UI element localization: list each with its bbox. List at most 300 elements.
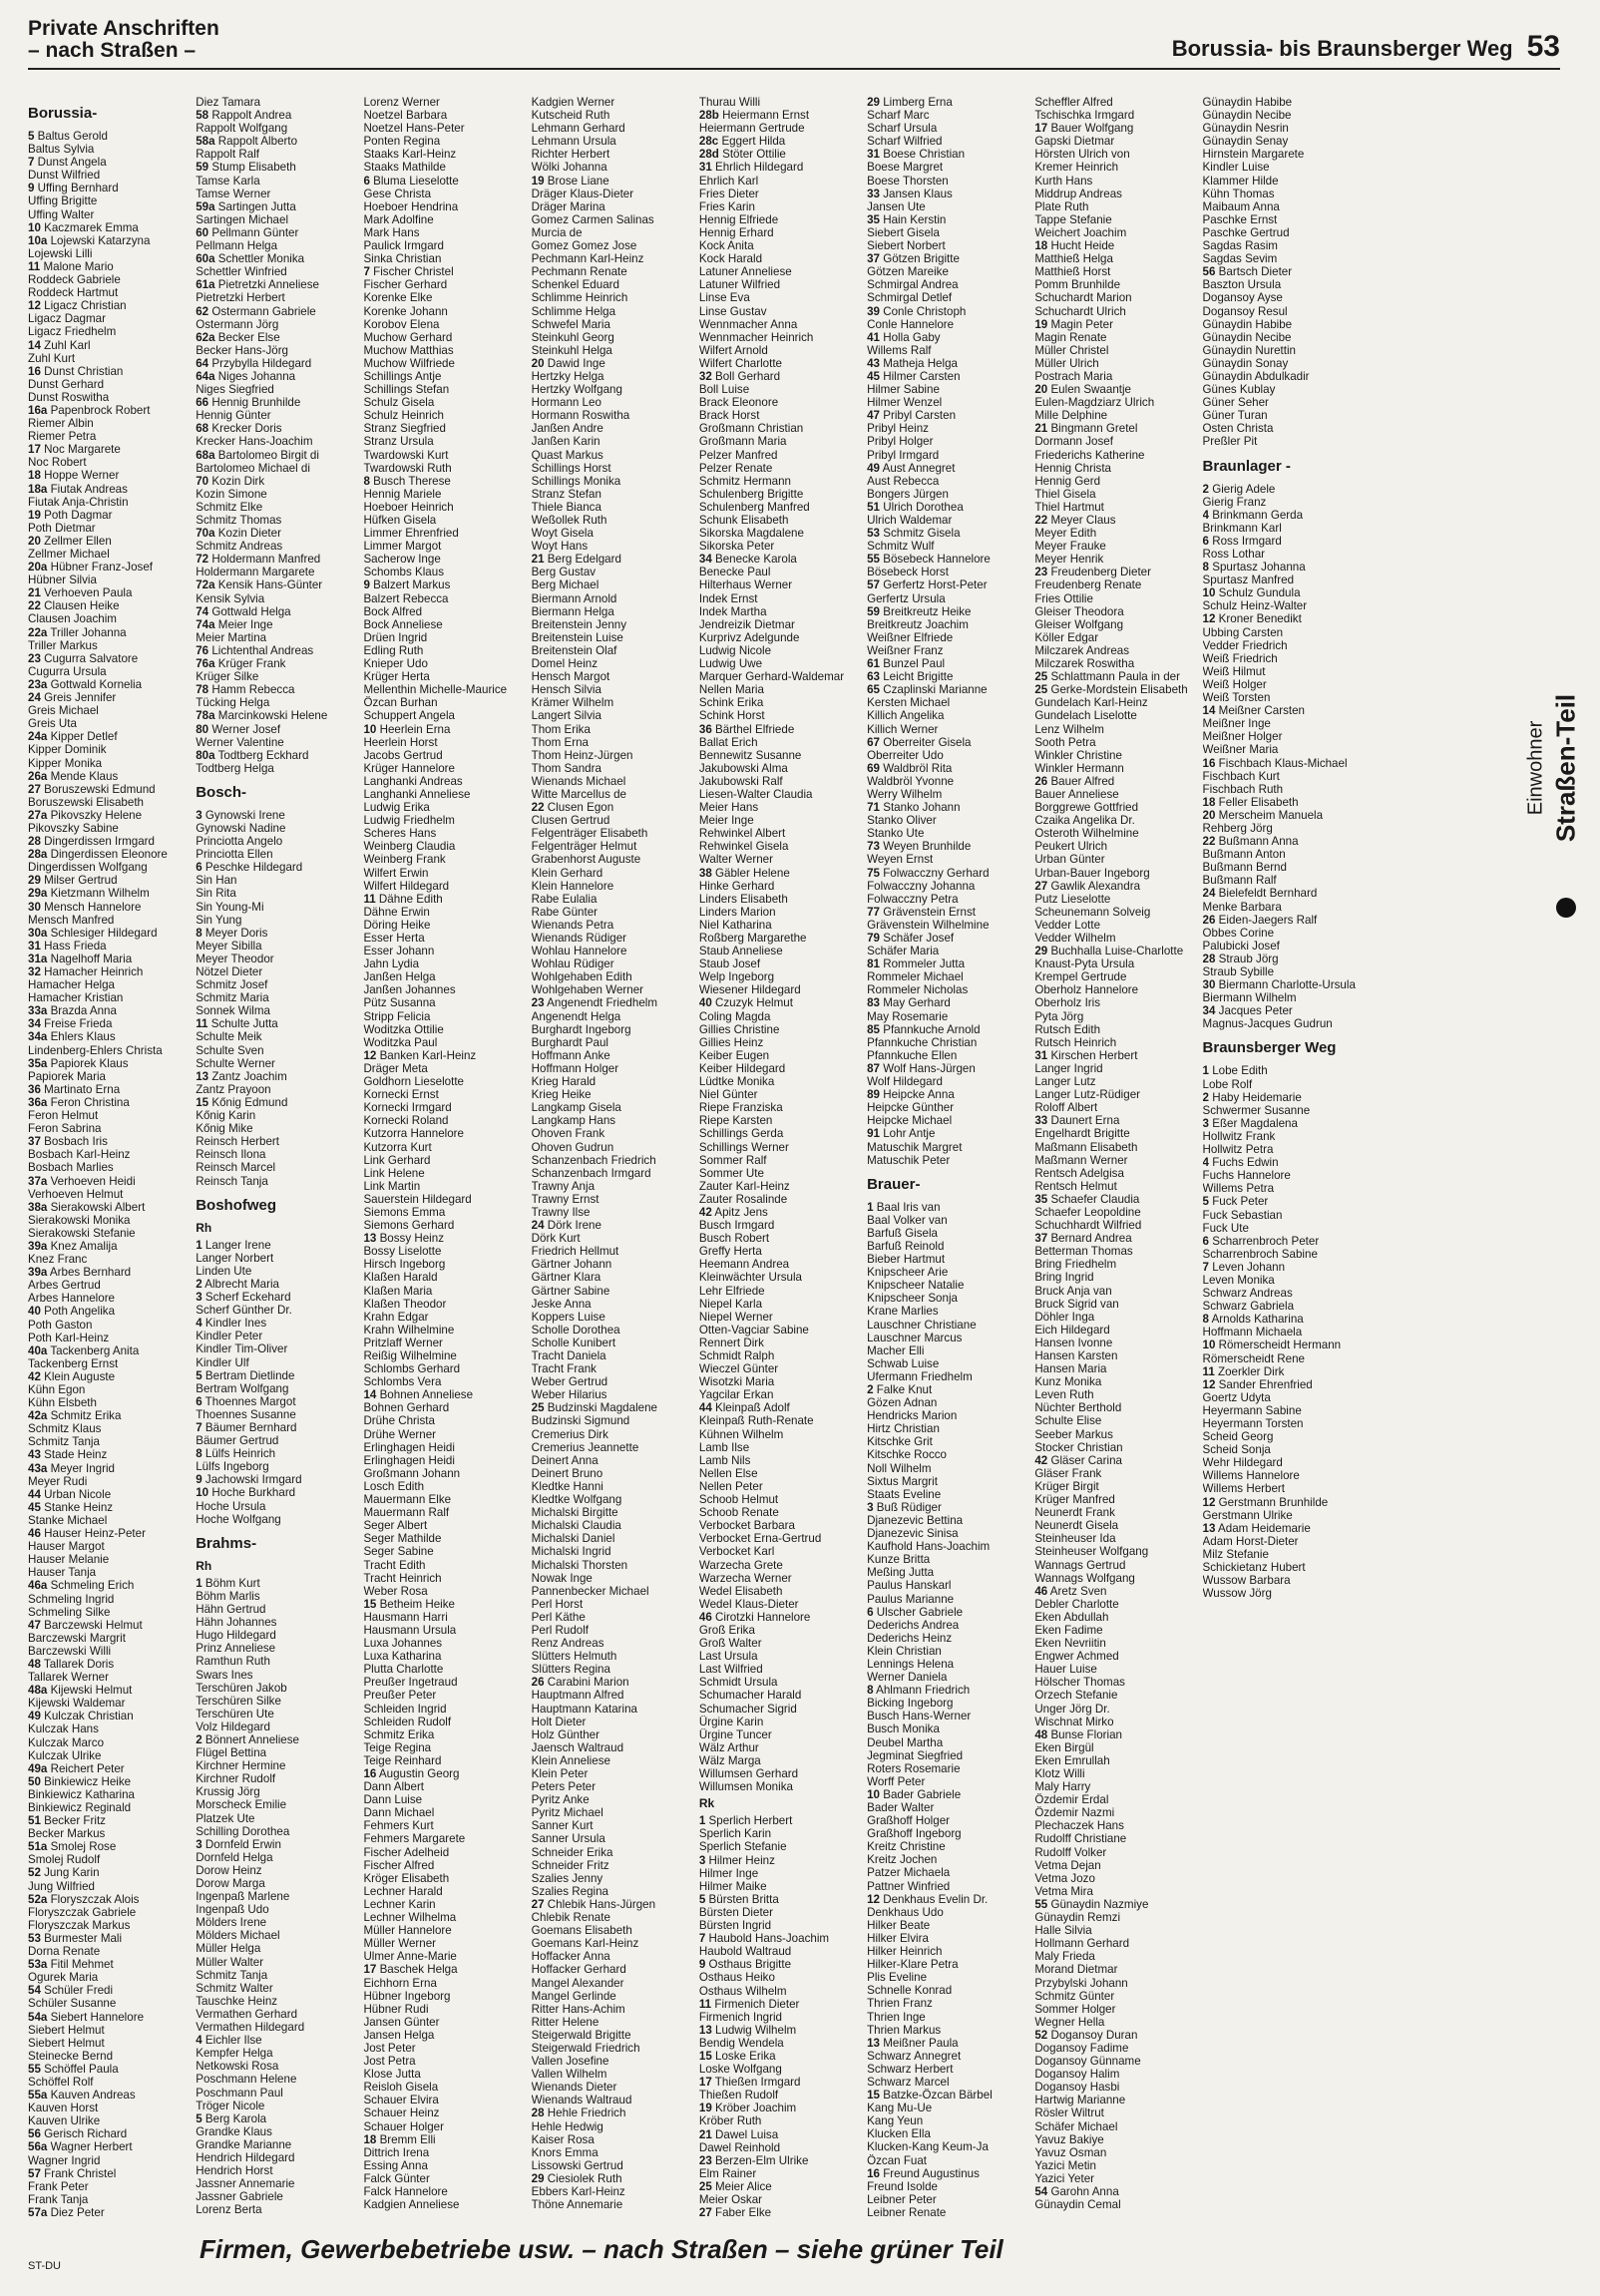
resident-entry: Dogansoy Resul [1202,304,1288,318]
resident-entry: Roddeck Hartmut [28,286,119,300]
resident-entry: Angenendt Helga [531,1009,621,1023]
resident-entry: 18 Hoppe Werner [28,469,120,483]
resident-entry: Weyen Ernst [867,853,934,867]
resident-entry: Boese Thorsten [867,174,949,188]
resident-entry: 23 Freudenberg Dieter [1034,566,1151,579]
resident-entry: Wussow Jörg [1202,1587,1272,1601]
resident-entry: 38 Gäbler Helene [698,866,790,880]
resident-entry: Teige Regina [363,1740,432,1754]
resident-entry: Pfannkuche Christian [867,1035,978,1049]
resident-entry: Fries Karin [698,199,755,213]
resident-entry: Lauschner Christiane [867,1318,977,1332]
house-number: 48 [1034,1727,1048,1741]
resident-entry: Peters Peter [531,1780,597,1794]
resident-entry: 46 Hauser Heinz-Peter [28,1527,146,1541]
house-number: 6 [1202,1234,1209,1248]
resident-entry: 36a Feron Christina [28,1095,130,1109]
resident-entry: Dittrich Irena [363,2145,430,2159]
house-number: 57 [867,578,880,592]
resident-entry: Sooth Petra [1034,735,1096,749]
street-heading: Brahms- [196,1534,257,1552]
resident-entry: 47 Pribyl Carsten [867,409,957,423]
heading-line-2: – nach Straßen – [28,39,197,62]
resident-entry: Hilmer Wenzel [867,396,943,410]
resident-entry: Schoob Renate [698,1506,779,1520]
resident-entry: Kulczak Marco [28,1735,105,1749]
resident-entry: 16 Fischbach Klaus-Michael [1202,756,1348,770]
resident-entry: 8 Ahlmann Friedrich [867,1684,971,1698]
house-number: 25 [531,1401,545,1415]
resident-entry: Folwacczny Johanna [867,879,976,893]
resident-entry: Weiß Hilmut [1202,664,1266,678]
resident-entry: Langer Lutz [1034,1075,1096,1089]
resident-entry: 55 Günaydin Nazmiye [1034,1897,1149,1911]
resident-entry: Woyt Hans [531,540,589,554]
side-tab-line-2: Straßen-Teil [1550,693,1581,843]
house-number: 25 [1034,670,1048,684]
resident-entry: 55 Bösebeck Hannelore [867,553,991,567]
house-number: 10 [867,1787,880,1801]
resident-entry: Müller Helga [196,1942,261,1956]
resident-entry: Peukert Ulrich [1034,840,1108,854]
resident-entry: 7 Bäumer Bernhard [196,1421,297,1434]
resident-entry: Zuhl Kurt [28,351,76,365]
house-number: 31 [698,161,712,175]
resident-entry: Sanner Kurt [531,1819,594,1833]
house-number: 57 [28,2166,41,2180]
resident-entry: Biermann Helga [531,604,614,618]
resident-entry: 17 Bauer Wolfgang [1034,122,1134,136]
resident-entry: Staats Eveline [867,1487,942,1501]
resident-entry: Groß Walter [698,1637,762,1651]
resident-entry: Flügel Bettina [196,1746,267,1760]
resident-entry: 67 Oberreiter Gisela [867,735,972,749]
resident-entry: Link Gerhard [363,1153,431,1167]
resident-entry: 37 Bosbach Iris [28,1135,108,1149]
resident-entry: Staaks Mathilde [363,161,446,175]
resident-entry: Stranz Siegfried [363,422,446,436]
resident-entry: Dormann Josef [1034,435,1113,449]
resident-entry: Weiß Torsten [1202,691,1271,705]
house-number: 2 [1202,1090,1209,1104]
resident-entry: Bosbach Marlies [28,1161,114,1175]
resident-entry: Hauser Tanja [28,1566,97,1580]
resident-entry: Sierakowski Monika [28,1213,131,1227]
resident-entry: Cremerius Jeannette [531,1440,639,1454]
resident-entry: Tracht Frank [531,1362,597,1376]
resident-entry: Niepel Werner [698,1310,773,1324]
resident-entry: Bauer Anneliese [1034,787,1119,801]
resident-entry: Mille Delphine [1034,409,1108,423]
house-number: 16a [28,403,48,417]
house-number: 59 [196,161,209,175]
resident-entry: Korenke Elke [363,291,433,305]
resident-entry: 6 Peschke Hildegard [196,861,303,875]
resident-entry: Schoob Helmut [698,1493,779,1507]
resident-entry: Rutsch Heinrich [1034,1035,1117,1049]
resident-entry: 10a Lojewski Katarzyna [28,233,151,247]
resident-entry: Stanko Oliver [867,814,937,828]
resident-entry: Kreitz Jochen [867,1853,938,1867]
resident-entry: Tücking Helga [196,696,270,710]
resident-entry: Milz Stefanie [1202,1547,1269,1561]
resident-entry: 7 Haubold Hans-Joachim [698,1932,830,1946]
house-number: 10 [1202,1339,1216,1352]
resident-entry: 20 Zellmer Ellen [28,534,112,548]
resident-entry: Maly Harry [1034,1780,1091,1794]
resident-entry: Milczarek Roswitha [1034,657,1135,671]
resident-entry: Warzecha Grete [698,1558,783,1572]
resident-entry: Kledtke Wolfgang [531,1493,622,1507]
house-number: 2 [1202,482,1209,496]
house-number: 10a [28,233,48,247]
resident-entry: Sauerstein Hildegard [363,1192,472,1206]
house-number: 45 [867,369,880,383]
resident-entry: Wienands Rüdiger [531,932,627,945]
house-number: 32 [28,965,41,978]
resident-entry: 15 Betheim Heike [363,1597,455,1611]
resident-entry: 51 Ulrich Dorothea [867,500,964,514]
resident-entry: Schillings Stefan [363,383,450,397]
resident-entry: Menke Barbara [1202,900,1282,914]
resident-entry: Fuchs Hannelore [1202,1169,1291,1183]
resident-entry: Reinsch Tanja [196,1174,268,1188]
resident-entry: Jansen Ute [867,199,926,213]
resident-entry: Schauer Elvira [363,2094,439,2107]
resident-entry: 25 Budzinski Magdalene [531,1401,657,1415]
resident-entry: Schwefel Maria [531,317,610,331]
resident-entry: Jeske Anna [531,1297,592,1311]
resident-entry: Erlinghagen Heidi [363,1440,455,1454]
resident-entry: 65 Czaplinski Marianne [867,683,988,697]
resident-entry: Meißner Holger [1202,730,1283,744]
resident-entry: Breitenstein Olaf [531,643,617,657]
resident-entry: Klaßen Maria [363,1284,433,1298]
resident-entry: Maibaum Anna [1202,199,1280,213]
house-number: 44 [698,1401,712,1415]
resident-entry: Stranz Stefan [531,487,601,501]
resident-entry: 54 Garohn Anna [1034,2185,1119,2198]
resident-entry: 61a Pietretzki Anneliese [196,278,319,292]
resident-entry: Scholle Dorothea [531,1323,620,1337]
house-number: 17 [1034,122,1048,136]
resident-entry: Sonnek Wilma [196,1004,270,1018]
resident-entry: Ingenpaß Udo [196,1903,269,1917]
resident-entry: Heipcke Michael [867,1114,953,1128]
resident-entry: Müller Ulrich [1034,356,1099,370]
resident-entry: Busch Monika [867,1722,940,1736]
resident-entry: Wohlgehaben Edith [531,970,632,984]
resident-entry: Luxa Katharina [363,1650,442,1664]
resident-entry: Reißig Wilhelmine [363,1349,457,1362]
resident-entry: Lehmann Gerhard [531,122,625,136]
resident-entry: Bongers Jürgen [867,487,949,501]
house-number: 40 [28,1305,41,1319]
resident-entry: Jansen Helga [363,2028,435,2042]
resident-entry: Schauer Holger [363,2119,444,2133]
resident-entry: Engwer Achmed [1034,1650,1119,1664]
resident-entry: Hähn Johannes [196,1616,277,1630]
resident-entry: 1 Baal Iris van [867,1200,941,1214]
resident-entry: Netkowski Rosa [196,2060,279,2074]
resident-entry: Vallen Josefine [531,2055,609,2069]
resident-entry: Pütz Susanna [363,996,436,1010]
resident-entry: Meyer Rudi [28,1474,88,1488]
house-number: 55 [1034,1897,1048,1911]
resident-entry: Eich Hildegard [1034,1323,1110,1337]
resident-entry: 17 Noc Margarete [28,443,121,457]
resident-entry: Diez Tamara [196,96,261,109]
resident-entry: 13 Zantz Joachim [196,1069,287,1083]
resident-entry: Fischer Adelheid [363,1845,450,1859]
resident-entry: 78 Hamm Rebecca [196,683,295,697]
resident-entry: Wälz Marga [698,1753,761,1767]
house-number: 5 [196,2111,202,2125]
resident-entry: Bieber Hartmut [867,1253,946,1267]
resident-entry: 19 Magin Peter [1034,317,1113,331]
resident-entry: Thrien Markus [867,2023,942,2037]
house-number: 15 [698,2049,712,2063]
resident-entry: 12 Kroner Benedikt [1202,612,1302,626]
house-number: 71 [867,801,880,815]
resident-entry: Chlebik Renate [531,1911,610,1925]
resident-entry: Ubbing Carsten [1202,625,1284,639]
resident-entry: 28c Eggert Hilda [698,135,786,149]
house-number: 27 [698,2206,712,2220]
resident-entry: 64 Przybylla Hildegard [196,356,312,370]
resident-entry: Tracht Heinrich [363,1571,442,1585]
resident-entry: 53a Fitil Mehmet [28,1958,114,1972]
resident-entry: 15 Kőnig Edmund [196,1095,288,1109]
resident-entry: Rennert Dirk [698,1336,764,1349]
resident-entry: 79 Schäfer Josef [867,932,955,945]
resident-entry: Staaks Karl-Heinz [363,148,457,162]
resident-entry: Schulenberg Manfred [698,500,810,514]
resident-entry: Ohoven Gudrun [531,1140,614,1154]
resident-entry: Schüler Susanne [28,1997,117,2011]
resident-entry: Schlombs Gerhard [363,1362,461,1376]
resident-entry: Jansen Günter [363,2015,440,2029]
resident-entry: Burghardt Paul [531,1035,608,1049]
resident-entry: 46 Cirotzki Hannelore [698,1610,811,1624]
resident-entry: Sperlich Karin [698,1827,772,1841]
resident-entry: Bock Alfred [363,604,423,618]
resident-entry: Poth Gaston [28,1318,93,1332]
resident-entry: Ponten Regina [363,135,441,149]
resident-entry: 24 Bielefeldt Bernhard [1202,887,1318,901]
house-number: 29a [28,887,48,901]
resident-entry: Wagner Ingrid [28,2153,101,2167]
resident-entry: 3 Eßer Magdalena [1202,1116,1298,1130]
resident-entry: Weichert Joachim [1034,225,1127,239]
house-number: 37 [867,252,880,266]
resident-entry: Weber Gertrud [531,1375,608,1389]
resident-entry: 28 Straub Jörg [1202,952,1279,965]
house-number: 17 [698,2076,712,2090]
house-number: 25 [698,2179,712,2193]
resident-entry: Weißner Franz [867,643,944,657]
house-number: 26a [28,769,48,783]
house-number: 58 [196,109,209,123]
resident-entry: Vedder Lotte [1034,918,1101,932]
resident-entry: Bicking Ingeborg [867,1697,954,1711]
resident-entry: 57 Gerfertz Horst-Peter [867,578,988,592]
resident-entry: Hennig Christa [1034,461,1111,475]
resident-entry: Dorna Renate [28,1945,101,1959]
resident-entry: Günaydin Sonay [1202,356,1289,370]
resident-entry: Meyer Sibilla [196,939,262,953]
resident-entry: Großmann Johann [363,1466,461,1480]
resident-entry: 20 Merscheim Manuela [1202,808,1324,822]
resident-entry: Vermathen Hildegard [196,2021,305,2035]
resident-entry: 34a Ehlers Klaus [28,1030,116,1044]
house-number: 10 [363,722,377,736]
resident-entry: Schauer Heinz [363,2106,440,2120]
resident-entry: Günaydin Remzi [1034,1911,1121,1925]
resident-entry: Weinberg Claudia [363,840,456,854]
resident-entry: Meyer Frauke [1034,540,1106,554]
resident-entry: Niel Günter [698,1088,758,1102]
house-number: 22 [1202,835,1216,849]
resident-entry: Klammer Hilde [1202,174,1279,188]
resident-entry: Bußmann Ralf [1202,874,1277,888]
resident-entry: Wohlau Rüdiger [531,957,614,971]
heading-line-1: Private Anschriften [28,17,219,40]
resident-entry: Reinsch Marcel [196,1161,276,1175]
resident-entry: Schneider Fritz [531,1858,609,1872]
resident-entry: Slütters Regina [531,1663,610,1677]
resident-entry: Staub Josef [698,957,761,971]
house-number: 39a [28,1239,48,1253]
resident-entry: Knaust-Pyta Ursula [1034,957,1135,971]
resident-entry: Fischbach Kurt [1202,769,1280,783]
resident-entry: Rudolff Christiane [1034,1832,1127,1846]
resident-entry: Thrien Franz [867,1997,933,2011]
resident-entry: 55 Schöffel Paula [28,2062,119,2076]
resident-entry: 53 Schmitz Gisela [867,527,961,541]
resident-entry: Gärtner Johann [531,1258,612,1272]
house-number: 13 [867,2036,880,2050]
resident-entry: Großmann Christian [698,422,804,436]
house-number: 59 [867,604,880,618]
resident-entry: Vetma Jozo [1034,1871,1095,1885]
house-number: 48a [28,1684,48,1698]
resident-entry: Schmitz Günter [1034,1989,1115,2003]
resident-entry: Jassner Gabriele [196,2190,283,2204]
house-number: 48 [28,1657,41,1671]
resident-entry: Ludwig Erika [363,801,430,815]
resident-entry: Gärtner Sabine [531,1284,610,1298]
resident-entry: Schettler Winfried [196,265,287,279]
house-number: 40a [28,1343,48,1357]
resident-entry: Nellen Peter [698,1479,763,1493]
house-number: 28d [698,148,719,162]
resident-entry: Janßen Helga [363,970,436,984]
resident-entry: Ehrlich Karl [698,174,759,188]
resident-entry: Schmeling Silke [28,1605,111,1619]
resident-entry: Jahn Lydia [363,957,420,971]
house-number: 64a [196,369,215,383]
resident-entry: Pietretzki Herbert [196,291,285,305]
resident-entry: Schäfer Michael [1034,2119,1118,2133]
house-number: 13 [363,1232,377,1246]
house-number: 54 [1034,2185,1048,2198]
resident-entry: Edling Ruth [363,643,424,657]
resident-entry: Perl Rudolf [531,1623,590,1637]
resident-entry: 31 Kirschen Herbert [1034,1048,1138,1062]
resident-entry: Esser Herta [363,932,425,945]
resident-entry: Meier Hans [698,801,759,815]
resident-entry: Özcan Burhan [363,696,438,710]
resident-entry: 5 Bürsten Britta [698,1892,779,1906]
resident-entry: 6 Scharrenbroch Peter [1202,1234,1320,1248]
resident-entry: 56 Bartsch Dieter [1202,265,1293,279]
resident-entry: 1 Langer Irene [196,1238,271,1252]
resident-entry: Conle Hannelore [867,317,955,331]
resident-entry: Schmitz Josef [196,978,268,992]
resident-entry: 20 Dawid Inge [531,356,605,370]
resident-entry: Lobe Rolf [1202,1077,1253,1091]
resident-entry: Jendreizik Dietmar [698,617,795,631]
resident-entry: Sin Yung [196,913,242,927]
house-number: 34 [28,1017,41,1031]
resident-entry: Sin Rita [196,887,236,901]
resident-entry: Kersten Michael [867,696,951,710]
house-number: 18 [1034,239,1048,253]
resident-entry: 23 Berzen-Elm Ulrike [698,2153,809,2167]
resident-entry: Bösebeck Horst [867,566,949,579]
resident-entry: Hilker Elvira [867,1931,929,1945]
resident-entry: 57 Frank Christel [28,2166,117,2180]
resident-entry: Kremer Heinrich [1034,161,1119,175]
resident-entry: Döhler Inga [1034,1310,1095,1324]
resident-entry: Riemer Albin [28,417,94,431]
house-number: 26 [1034,774,1048,788]
house-number: 75 [867,866,880,880]
resident-entry: 49 Kulczak Christian [28,1710,134,1723]
resident-entry: Link Helene [363,1166,425,1180]
resident-entry: Özdemir Erdal [1034,1793,1109,1807]
resident-entry: Schaefer Leopoldine [1034,1205,1141,1219]
resident-entry: 87 Wolf Hans-Jürgen [867,1061,976,1075]
house-number: 19 [698,2102,712,2115]
resident-entry: 8 Spurtasz Johanna [1202,561,1306,574]
house-number: 42 [698,1205,712,1219]
resident-entry: Terschüren Silke [196,1694,281,1708]
house-number: 52 [1034,2028,1048,2042]
resident-entry: Verhoeven Helmut [28,1187,124,1201]
house-number: 53a [28,1958,48,1972]
house-number: 61a [196,278,215,292]
resident-entry: Willems Herbert [1202,1482,1285,1496]
resident-entry: Linden Ute [196,1264,252,1278]
resident-entry: Morand Dietmar [1034,1963,1118,1977]
resident-entry: 49a Reichert Peter [28,1761,125,1775]
resident-entry: 4 Kindler Ines [196,1317,267,1331]
resident-entry: 42 Gläser Carina [1034,1453,1122,1467]
resident-entry: Roters Rosemarie [867,1761,961,1775]
house-number: 36 [698,722,712,736]
resident-entry: Scheid Sonja [1202,1443,1271,1457]
resident-entry: 42a Schmitz Erika [28,1409,122,1423]
resident-entry: Krahn Edgar [363,1310,429,1324]
house-number: 10 [1202,586,1216,600]
resident-entry: Wilfert Hildegard [363,879,450,893]
resident-entry: Wischnat Mirko [1034,1715,1114,1728]
resident-entry: Langkamp Hans [531,1114,616,1128]
resident-entry: Niel Katharina [698,918,772,932]
resident-entry: Hennig Erhard [698,225,774,239]
